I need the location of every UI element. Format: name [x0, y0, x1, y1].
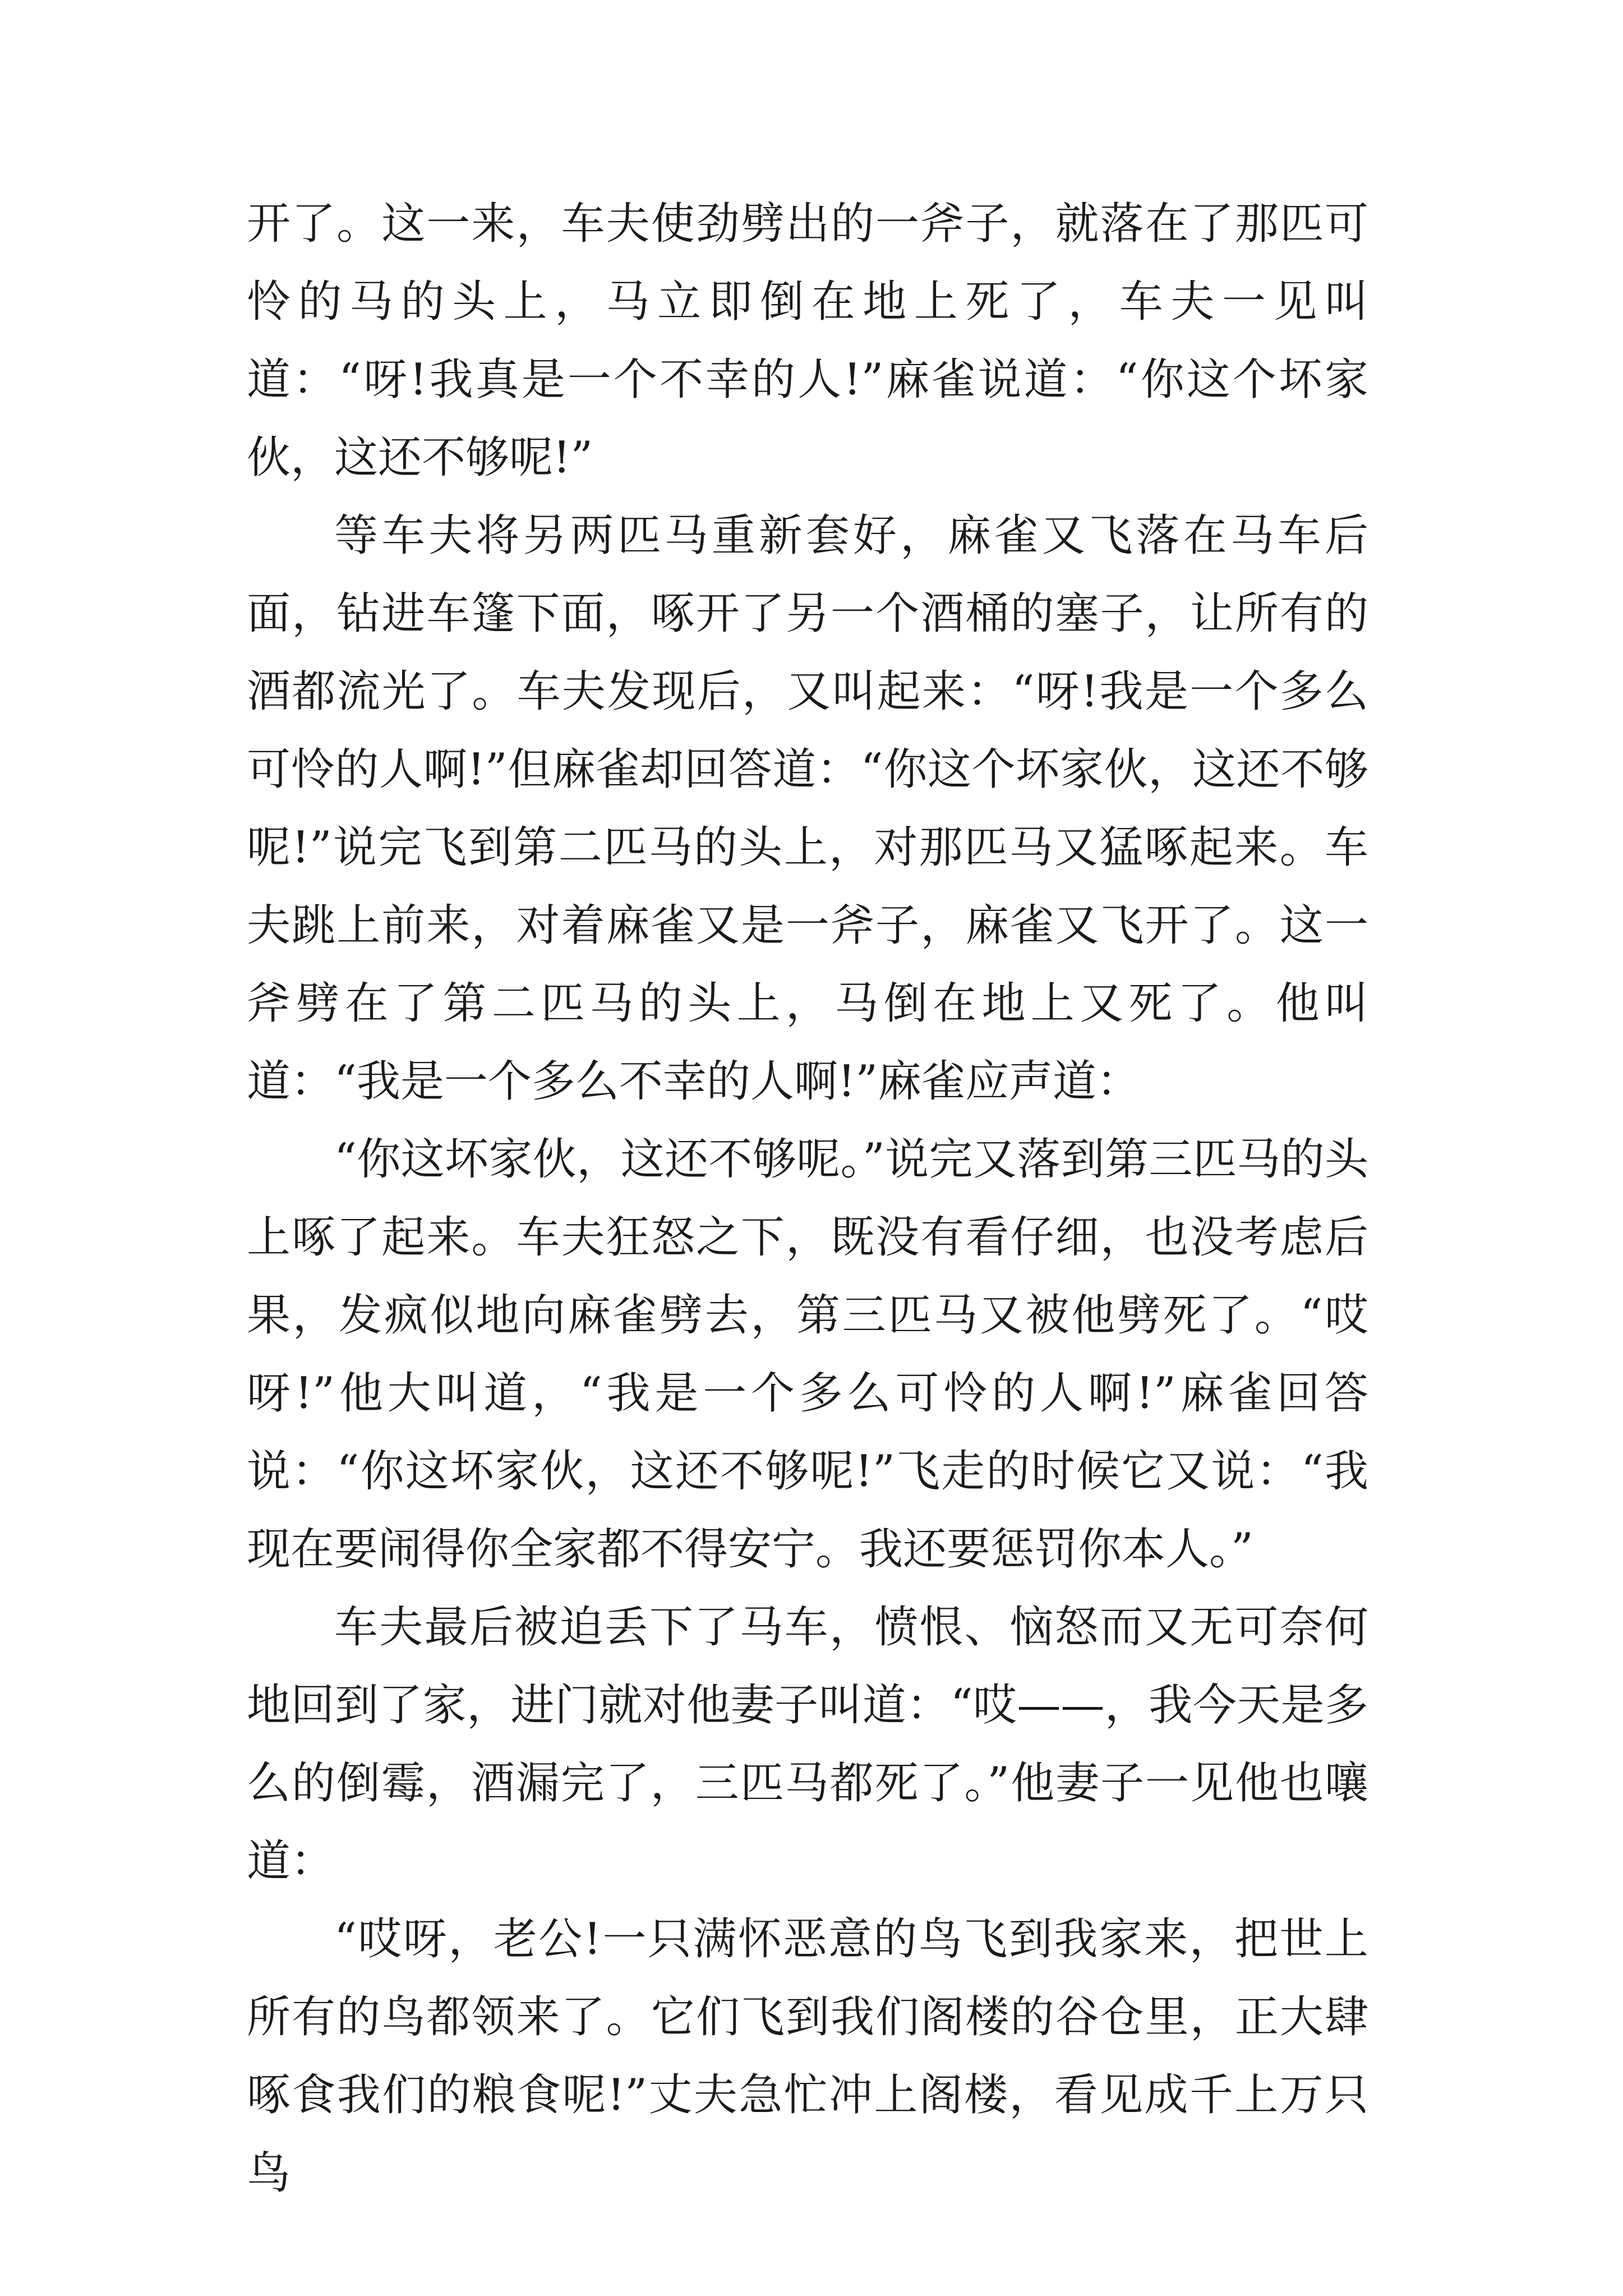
paragraph-2: 等车夫将另两匹马重新套好，麻雀又飞落在马车后面，钻进车篷下面，啄开了另一个酒桶的塞子，让所有的酒都流光了。车夫发现后，又叫起来：“呀!我是一个多么可怜的人啊!”但麻雀却回答道：“你这个坏家伙，这还不够呢!”说完飞到第二匹马的头上，对那匹马又猛啄起来。车夫跳上前来，对着麻雀又是一斧子，麻雀又飞开了。这一斧劈在了第二匹马的头上，马倒在地上又死了。他叫道：“我是一个多么不幸的人啊!”麻雀应声道： [247, 510, 1368, 1107]
paragraph-1: 开了。这一来，车夫使劲劈出的一斧子，就落在了那匹可怜的马的头上，马立即倒在地上死了，车夫一见叫道：“呀!我真是一个不幸的人!”麻雀说道：“你这个坏家伙，这还不够呢!” [247, 199, 1368, 483]
paragraph-4: 车夫最后被迫丢下了马车，愤恨、恼怒而又无可奈何地回到了家，进门就对他妻子叫道：“哎——，我今天是多么的倒霉，酒漏完了，三匹马都死了。”他妻子一见他也嚷道： [247, 1602, 1368, 1887]
body-text [247, 185, 1368, 2212]
paragraph-5: “哎呀，老公!一只满怀恶意的鸟飞到我家来，把世上所有的鸟都领来了。它们飞到我们阁楼的谷仓里，正大肆啄食我们的粮食呢!”丈夫急忙冲上阁楼，看见成千上万只鸟 [247, 1914, 1368, 2198]
paragraph-3: “你这坏家伙，这还不够呢。”说完又落到第三匹马的头上啄了起来。车夫狂怒之下，既没有看仔细，也没考虑后果，发疯似地向麻雀劈去，第三匹马又被他劈死了。“哎呀!”他大叫道，“我是一个多么可怜的人啊!”麻雀回答说：“你这坏家伙，这还不够呢!”飞走的时候它又说：“我现在要闹得你全家都不得安宁。我还要惩罚你本人。” [247, 1134, 1368, 1575]
